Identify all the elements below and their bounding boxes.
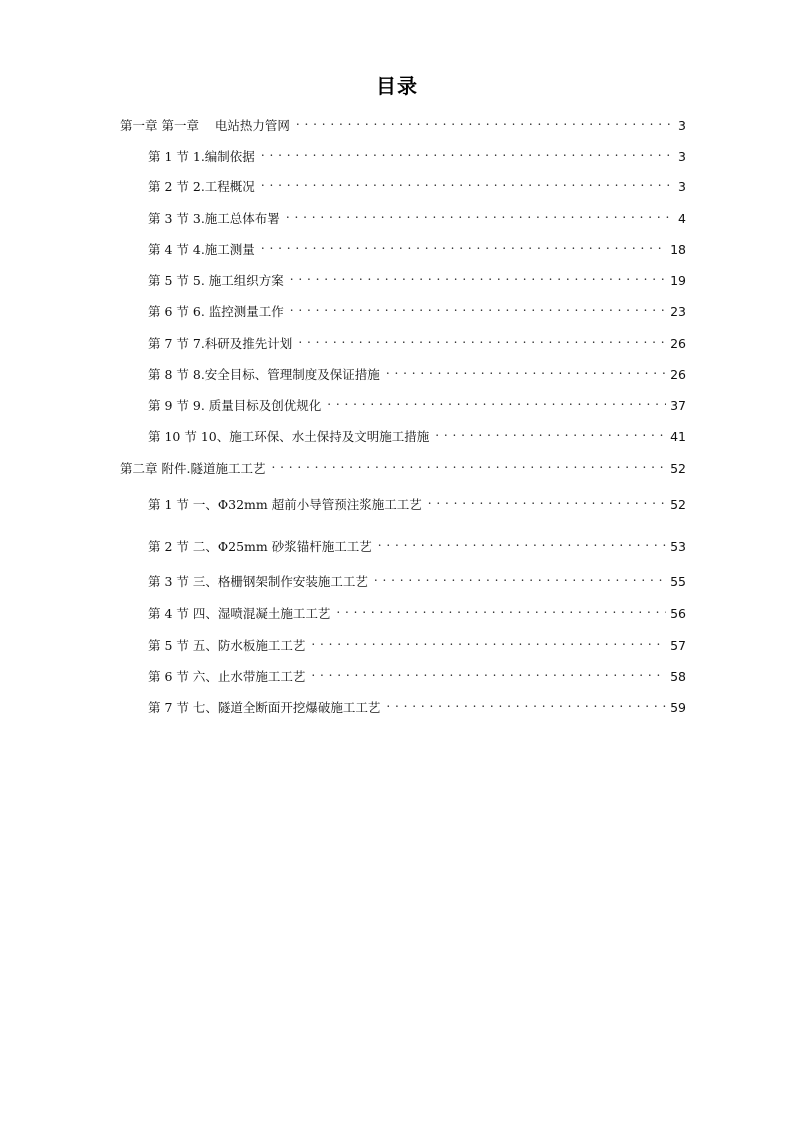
toc-page-number: 3 bbox=[678, 149, 686, 164]
toc-section-entry[interactable] bbox=[148, 533, 686, 554]
toc-section-entry[interactable] bbox=[148, 143, 686, 164]
toc-dot-leader bbox=[296, 112, 674, 130]
toc-dot-leader bbox=[311, 632, 666, 650]
toc-section-entry[interactable] bbox=[148, 423, 686, 444]
toc-entry-label: 第 3 节 三、格栅钢架制作安装施工工艺 bbox=[148, 574, 368, 589]
toc-entry-label: 第 5 节 5. 施工组织方案 bbox=[148, 273, 284, 288]
toc-entry-label: 第一章 第一章 电站热力管网 bbox=[120, 118, 290, 133]
toc-page-number: 53 bbox=[670, 539, 686, 554]
toc-entry-label: 第 6 节 六、止水带施工工艺 bbox=[148, 669, 306, 684]
toc-entry-label: 第 9 节 9. 质量目标及创优规化 bbox=[148, 398, 322, 413]
toc-page-number: 19 bbox=[670, 273, 686, 288]
toc-entry-label: 第 7 节 七、隧道全断面开挖爆破施工工艺 bbox=[148, 700, 381, 715]
toc-dot-leader bbox=[327, 392, 666, 410]
toc-page-number: 3 bbox=[678, 118, 686, 133]
toc-page-number: 26 bbox=[670, 367, 686, 382]
toc-entry-label: 第 8 节 8.安全目标、管理制度及保证措施 bbox=[148, 367, 380, 382]
toc-page-number: 23 bbox=[670, 304, 686, 319]
toc-entry-label: 第 4 节 4.施工测量 bbox=[148, 242, 255, 257]
toc-dot-leader bbox=[428, 491, 666, 509]
toc-page-number: 58 bbox=[670, 669, 686, 684]
toc-section-entry[interactable] bbox=[148, 205, 686, 226]
toc-dot-leader bbox=[290, 298, 666, 316]
toc-section-entry[interactable] bbox=[148, 330, 686, 351]
toc-section-entry[interactable] bbox=[148, 632, 686, 653]
toc-section-entry[interactable] bbox=[148, 173, 686, 194]
toc-section-entry[interactable] bbox=[148, 600, 686, 621]
toc-page-number: 52 bbox=[670, 461, 686, 476]
toc-dot-leader bbox=[435, 423, 666, 441]
toc-section-entry[interactable] bbox=[148, 491, 686, 512]
toc-dot-leader bbox=[298, 330, 666, 348]
toc-dot-leader bbox=[261, 236, 666, 254]
toc-chapter-entry[interactable] bbox=[120, 112, 686, 133]
toc-section-entry[interactable] bbox=[148, 663, 686, 684]
toc-dot-leader bbox=[271, 455, 666, 473]
toc-dot-leader bbox=[286, 205, 674, 223]
toc-section-entry[interactable] bbox=[148, 568, 686, 589]
toc-entry-label: 第 1 节 一、Φ32mm 超前小导管预注浆施工工艺 bbox=[148, 497, 422, 512]
toc-section-entry[interactable] bbox=[148, 298, 686, 319]
toc-dot-leader bbox=[378, 533, 666, 551]
toc-section-entry[interactable] bbox=[148, 267, 686, 288]
toc-page-number: 18 bbox=[670, 242, 686, 257]
toc-entry-label: 第 4 节 四、湿喷混凝土施工工艺 bbox=[148, 606, 331, 621]
toc-dot-leader bbox=[290, 267, 666, 285]
toc-dot-leader bbox=[261, 143, 674, 161]
toc-dot-leader bbox=[311, 663, 666, 681]
toc-section-entry[interactable] bbox=[148, 361, 686, 382]
toc-entry-label: 第 5 节 五、防水板施工工艺 bbox=[148, 638, 306, 653]
toc-dot-leader bbox=[386, 694, 666, 712]
toc-entry-label: 第二章 附件.隧道施工工艺 bbox=[120, 461, 266, 476]
toc-dot-leader bbox=[374, 568, 666, 586]
toc-page-number: 3 bbox=[678, 179, 686, 194]
toc-page-number: 55 bbox=[670, 574, 686, 589]
toc-title: 目录 bbox=[376, 74, 418, 98]
toc-entry-label: 第 3 节 3.施工总体布署 bbox=[148, 211, 280, 226]
toc-entry-label: 第 10 节 10、施工环保、水土保持及文明施工措施 bbox=[148, 429, 430, 444]
toc-section-entry[interactable] bbox=[148, 694, 686, 715]
toc-section-entry[interactable] bbox=[148, 236, 686, 257]
toc-dot-leader bbox=[336, 600, 666, 618]
toc-entry-label: 第 2 节 二、Φ25mm 砂浆锚杆施工工艺 bbox=[148, 539, 372, 554]
toc-page-number: 37 bbox=[670, 398, 686, 413]
toc-section-entry[interactable] bbox=[148, 392, 686, 413]
toc-page-number: 52 bbox=[670, 497, 686, 512]
toc-page-number: 57 bbox=[670, 638, 686, 653]
toc-dot-leader bbox=[386, 361, 666, 379]
toc-entry-label: 第 1 节 1.编制依据 bbox=[148, 149, 255, 164]
toc-dot-leader bbox=[261, 173, 674, 191]
toc-page-number: 26 bbox=[670, 336, 686, 351]
toc-chapter-entry[interactable] bbox=[120, 455, 686, 476]
toc-entry-label: 第 2 节 2.工程概况 bbox=[148, 179, 255, 194]
toc-page-number: 4 bbox=[678, 211, 686, 226]
toc-page-number: 41 bbox=[670, 429, 686, 444]
toc-page-number: 59 bbox=[670, 700, 686, 715]
toc-entry-label: 第 6 节 6. 监控测量工作 bbox=[148, 304, 284, 319]
toc-page-number: 56 bbox=[670, 606, 686, 621]
toc-entry-label: 第 7 节 7.科研及推先计划 bbox=[148, 336, 293, 351]
